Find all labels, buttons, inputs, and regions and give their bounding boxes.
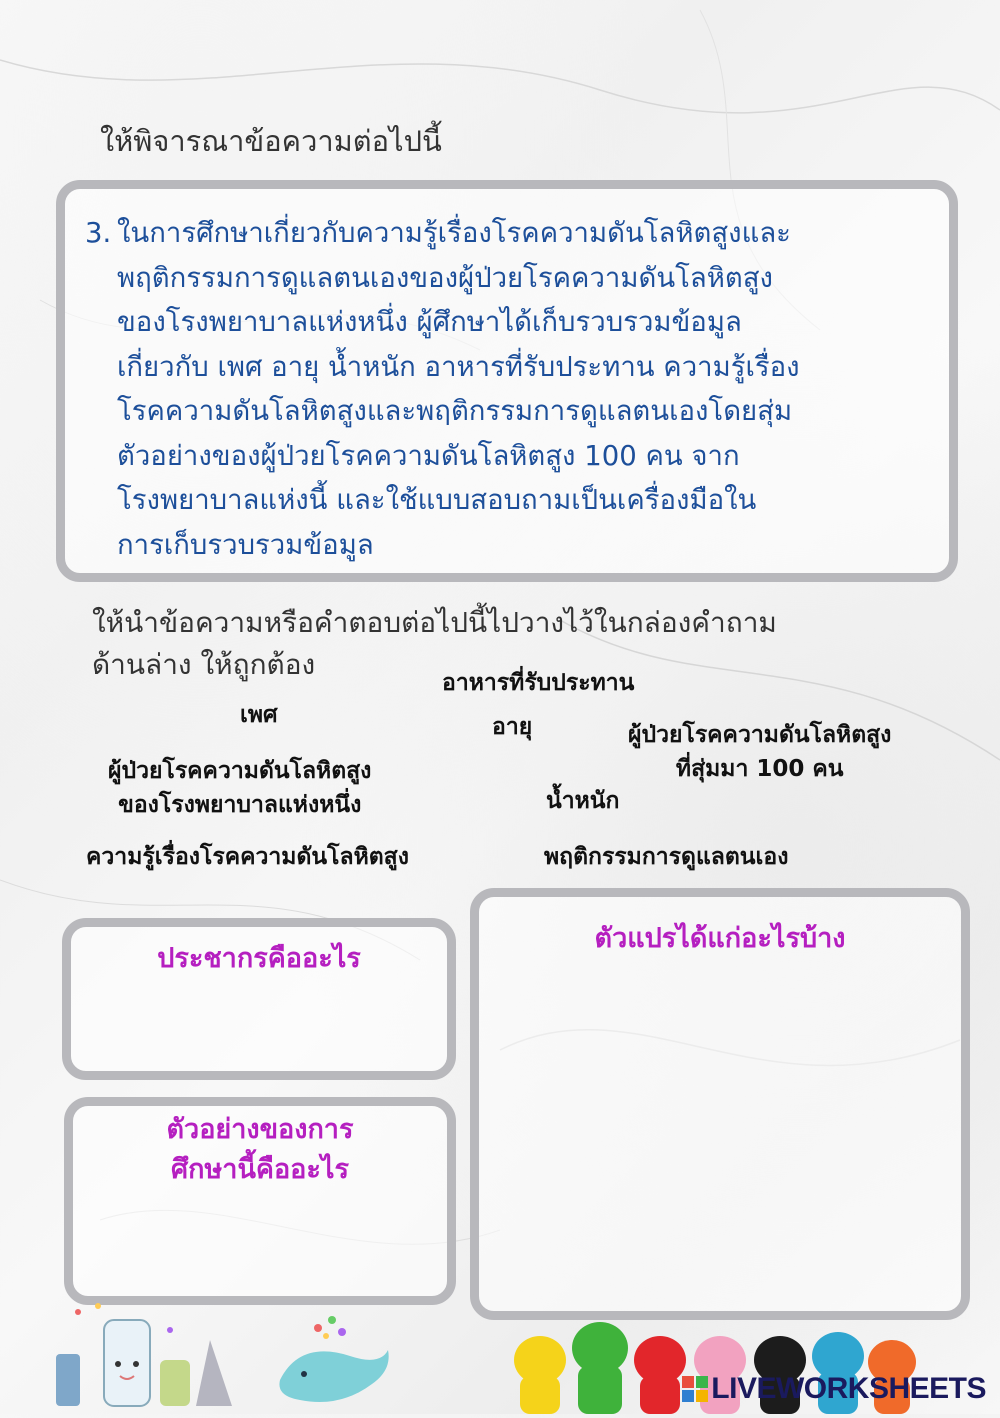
kitchen-items-icon bbox=[56, 1303, 232, 1406]
chip-sex[interactable]: เพศ bbox=[240, 702, 278, 728]
instruction-line: ให้นำข้อความหรือคำตอบต่อไปนี้ไปวางไว้ในกล่องคำถาม bbox=[92, 606, 777, 639]
question-line: ในการศึกษาเกี่ยวกับความรู้เรื่องโรคความดันโลหิตสูงและ bbox=[117, 217, 791, 249]
intro-text: ให้พิจารณาข้อความต่อไปนี้ bbox=[100, 124, 442, 158]
chip-population-line: ของโรงพยาบาลแห่งหนึ่ง bbox=[118, 792, 362, 818]
variables-box-title: ตัวแปรได้แก่อะไรบ้าง bbox=[594, 923, 846, 954]
question-line: เกี่ยวกับ เพศ อายุ น้ำหนัก อาหารที่รับประทาน ความรู้เรื่อง bbox=[117, 350, 800, 383]
sample-drop-box[interactable] bbox=[64, 1097, 456, 1305]
chip-population-group[interactable] bbox=[108, 754, 371, 822]
question-box bbox=[56, 180, 958, 582]
chip-food[interactable]: อาหารที่รับประทาน bbox=[442, 670, 635, 696]
sample-box-title-line: ศึกษานี้คืออะไร bbox=[171, 1154, 349, 1185]
footer-decoration bbox=[0, 1300, 1000, 1414]
question-line: พฤติกรรมการดูแลตนเองของผู้ป่วยโรคความดันโลหิตสูง bbox=[117, 261, 773, 294]
whale-icon bbox=[279, 1316, 388, 1402]
variables-drop-box[interactable] bbox=[470, 888, 970, 1320]
question-number: 3. bbox=[85, 217, 112, 249]
sample-box-title bbox=[73, 1110, 447, 1190]
chip-sample-line: ผู้ป่วยโรคความดันโลหิตสูง bbox=[628, 722, 892, 748]
population-box-title: ประชากรคืออะไร bbox=[157, 943, 361, 974]
question-line: ตัวอย่างของผู้ป่วยโรคความดันโลหิตสูง 100 คน จาก bbox=[117, 439, 740, 472]
chip-age[interactable]: อายุ bbox=[492, 714, 533, 740]
chip-sample-line: ที่สุ่มมา 100 คน bbox=[675, 756, 844, 782]
chip-behavior[interactable]: พฤติกรรมการดูแลตนเอง bbox=[544, 844, 789, 870]
chip-weight[interactable]: น้ำหนัก bbox=[546, 788, 620, 814]
question-line: ของโรงพยาบาลแห่งหนึ่ง ผู้ศึกษาได้เก็บรวบรวมข้อมูล bbox=[117, 306, 742, 338]
instruction-line: ด้านล่าง ให้ถูกต้อง bbox=[92, 648, 316, 681]
question-line: การเก็บรวบรวมข้อมูล bbox=[117, 528, 374, 561]
population-drop-box[interactable] bbox=[62, 918, 456, 1080]
chip-population-line: ผู้ป่วยโรคความดันโลหิตสูง bbox=[108, 758, 372, 784]
question-line: โรงพยาบาลแห่งนี้ และใช้แบบสอบถามเป็นเครื่องมือใน bbox=[117, 484, 757, 516]
sample-box-title-line: ตัวอย่างของการ bbox=[166, 1114, 354, 1145]
chip-knowledge[interactable]: ความรู้เรื่องโรคความดันโลหิตสูง bbox=[86, 844, 409, 870]
question-line: โรคความดันโลหิตสูงและพฤติกรรมการดูแลตนเองโดยสุ่ม bbox=[117, 395, 793, 427]
chip-sample-group[interactable] bbox=[628, 718, 891, 786]
liveworksheets-logo-icon bbox=[682, 1376, 708, 1402]
question-text bbox=[85, 211, 935, 567]
liveworksheets-brand: LIVEWORKSHEETS bbox=[711, 1372, 986, 1405]
